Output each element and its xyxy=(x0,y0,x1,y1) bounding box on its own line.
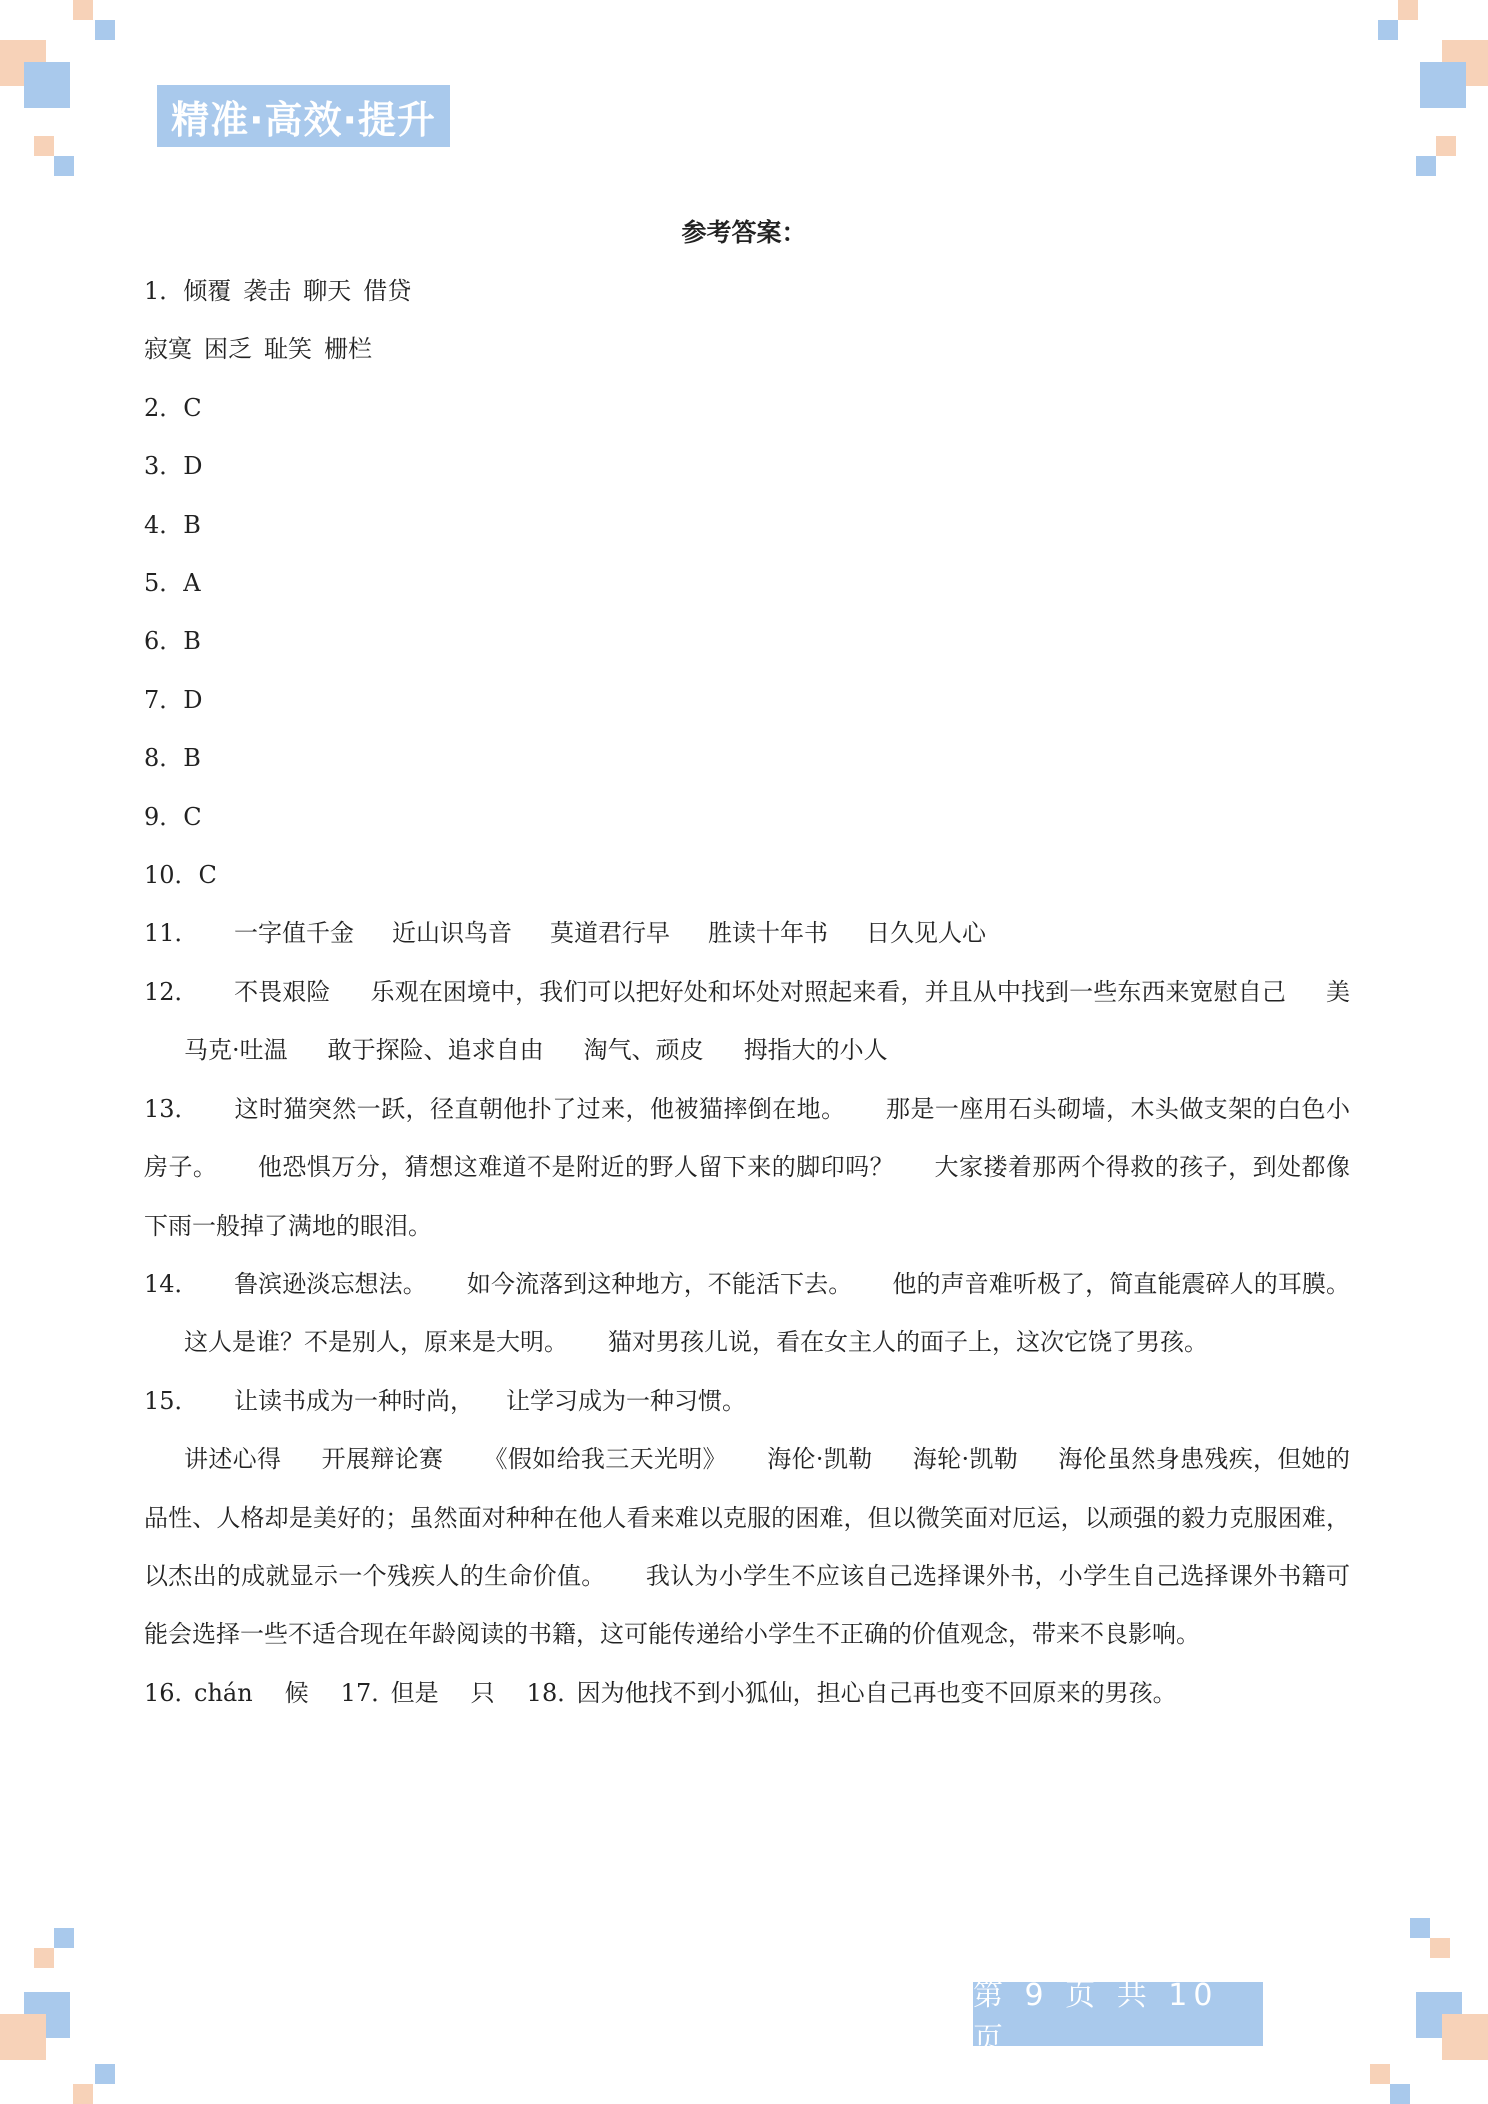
answer-14: 14． 鲁滨逊淡忘想法。 如今流落到这种地方，不能活下去。 他的声音难听极了，简直能震碎人的耳膜。这人是谁？不是别人，原来是大明。 猫对男孩儿说，看在女主人的面子上，这次它饶了男孩。 xyxy=(144,1269,1351,1357)
answer-2: 2．C xyxy=(144,393,202,422)
answer-8: 8．B xyxy=(144,744,201,773)
answer-list xyxy=(144,262,1350,1722)
page-number-box xyxy=(973,1978,1263,2057)
answer-13: 13． 这时猫突然一跃，径直朝他扑了过来，他被猫摔倒在地。 那是一座用石头砌墙，木头做支架的白色小房子。 他恐惧万分，猜想这难道不是附近的野人留下来的脚印吗？ 大家搂着那两个得救的孩子，到处都像下雨一般掉了满地的眼泪。 xyxy=(144,1094,1351,1240)
answer-4: 4．B xyxy=(144,510,201,539)
answer-1-word: 聊天 xyxy=(303,277,352,305)
answer-1-word: 袭击 xyxy=(243,277,292,305)
header-brand-text: 精准·高效·提升 xyxy=(171,97,436,142)
answer-11-item: 日久见人心 xyxy=(866,919,986,948)
answer-15-details: 讲述心得 开展辩论赛 《假如给我三天光明》 海伦·凯勒 海轮·凯勒 海伦虽然身患残疾，但她的品性、人格却是美好的；虽然面对种种在他人看来难以克服的困难，但以微笑面对厄运，以顽强的毅力克服困难，以杰出的成就显示一个残疾人的生命价值。 我认为小学生不应该自己选择课外书，小学生自己选择课外书籍可能会选择一些不适合现在年龄阅读的书籍，这可能传递给小学生不正确的价值观念，带来不良影响。 xyxy=(144,1445,1351,1649)
header-banner xyxy=(157,85,450,147)
page-number-text: 第 9 页 共 10 页 xyxy=(973,1978,1219,2057)
page-title: 参考答案： xyxy=(681,218,807,247)
answer-11-item: 一字值千金 xyxy=(234,919,354,948)
answer-1-word: 借贷 xyxy=(363,277,412,305)
answer-11-item: 莫道君行早 xyxy=(550,919,670,948)
answer-11-item: 近山识鸟音 xyxy=(392,919,512,948)
answer-6: 6．B xyxy=(144,627,201,656)
answer-10: 10．C xyxy=(144,861,217,890)
answer-5: 5．A xyxy=(144,569,201,598)
answer-1-line-2 xyxy=(144,320,1350,378)
answer-11: 11． 一字值千金 近山识鸟音 莫道君行早 胜读十年书 日久见人心 xyxy=(144,919,986,948)
answer-15-line-1: 15． 让读书成为一种时尚， 让学习成为一种习惯。 xyxy=(144,1386,746,1415)
answer-3: 3．D xyxy=(144,452,203,481)
answer-1-word: 困乏 xyxy=(204,335,252,364)
answer-1-line-1: 1．倾覆 袭击 聊天 借贷 xyxy=(144,277,412,305)
answer-11-item: 胜读十年书 xyxy=(708,919,828,948)
answer-1-word: 寂寞 xyxy=(144,335,192,364)
answer-16-18: 16．chán 候 17．但是 只 18．因为他找不到小狐仙，担心自己再也变不回原来的男孩。 xyxy=(144,1678,1177,1707)
answer-1-word: 耻笑 xyxy=(264,335,312,364)
answer-9: 9．C xyxy=(144,802,202,831)
answer-12: 12． 不畏艰险 乐观在困境中，我们可以把好处和坏处对照起来看，并且从中找到一些东西来宽慰自己 美马克·吐温 敢于探险、追求自由 淘气、顽皮 拇指大的小人 xyxy=(144,977,1351,1065)
answer-7: 7．D xyxy=(144,685,203,714)
answer-1-word: 栅栏 xyxy=(324,335,372,364)
answer-1-word: 倾覆 xyxy=(183,277,232,305)
